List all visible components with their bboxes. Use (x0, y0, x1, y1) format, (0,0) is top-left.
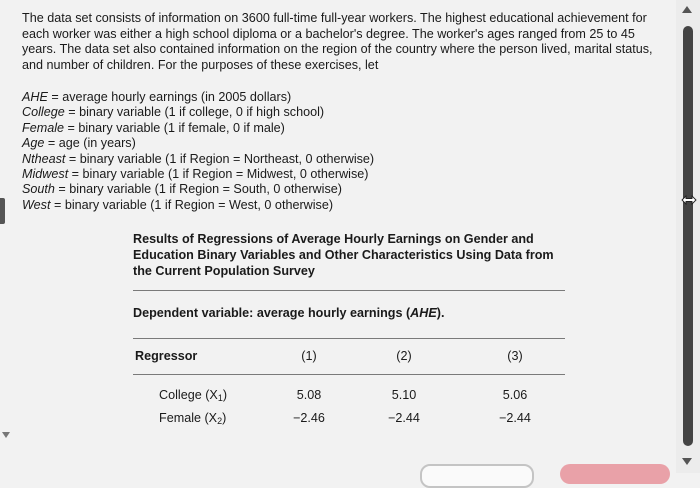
row-female-col3: −2.44 (499, 411, 531, 425)
var-name: College (22, 105, 65, 120)
dependent-prefix: Dependent variable: average hourly earnings ( (133, 306, 411, 320)
dependent-var: AHE (410, 306, 437, 320)
scrollbar-thumb[interactable] (683, 26, 693, 446)
var-desc: = binary variable (1 if Region = West, 0 otherwise) (50, 197, 334, 212)
header-col1: (1) (301, 349, 317, 363)
row-label-sub: 2 (217, 416, 223, 426)
resize-cursor-icon (681, 192, 697, 208)
row-college-col1: 5.08 (296, 388, 322, 402)
var-desc: = binary variable (1 if female, 0 if male) (64, 120, 285, 135)
left-edge-marker (0, 198, 5, 224)
row-female-label (159, 411, 226, 426)
dependent-variable-label (133, 306, 444, 320)
row-label-sub: 1 (217, 393, 223, 403)
row-college-col3: 5.06 (502, 388, 528, 402)
definition-west (22, 198, 442, 213)
variable-definitions (22, 90, 442, 213)
scroll-up-arrow-icon[interactable] (682, 6, 692, 13)
definition-midwest (22, 167, 442, 182)
row-label-close: ) (222, 411, 227, 425)
var-name: Ntheast (22, 151, 66, 166)
row-label-text: College (X (159, 388, 218, 402)
row-female-col1: −2.46 (293, 411, 325, 425)
header-col3: (3) (507, 349, 523, 363)
header-col2: (2) (396, 349, 412, 363)
table-rule-top (133, 290, 565, 291)
scroll-down-arrow-icon[interactable] (682, 458, 692, 465)
var-desc: = binary variable (1 if Region = South, 0 otherwise) (54, 182, 342, 197)
var-desc: = binary variable (1 if Region = Midwest, 0 otherwise) (68, 167, 369, 182)
var-desc: = binary variable (1 if Region = Northeast, 0 otherwise) (65, 151, 375, 166)
definition-age (22, 136, 442, 151)
var-name: AHE (22, 90, 48, 104)
table-rule-header (133, 374, 565, 375)
definition-college (22, 105, 442, 120)
var-desc: = average hourly earnings (in 2005 dollars) (47, 90, 292, 104)
var-desc: = age (in years) (44, 136, 136, 151)
secondary-button[interactable] (420, 464, 534, 488)
row-college-col2: 5.10 (391, 388, 417, 402)
var-desc: = binary variable (1 if college, 0 if high school) (64, 105, 325, 120)
definition-ahe (22, 90, 442, 105)
table-rule-mid (133, 338, 565, 339)
definition-female (22, 121, 442, 136)
row-label-close: ) (222, 388, 228, 402)
var-name: Midwest (22, 167, 69, 182)
definition-south (22, 182, 442, 197)
var-name: South (22, 182, 55, 197)
table-title: Results of Regressions of Average Hourly Earnings on Gender and Education Binary Variables and Other Characteristics Using Data from the Current Population Survey (133, 232, 554, 278)
definition-ntheast (22, 152, 442, 167)
row-female-col2: −2.44 (388, 411, 420, 425)
var-name: Female (22, 120, 64, 135)
header-regressor: Regressor (135, 349, 198, 363)
row-label-text: Female (X (159, 411, 218, 425)
row-college-label (159, 388, 227, 403)
var-name: Age (22, 136, 45, 151)
dependent-suffix: ). (436, 306, 445, 320)
left-chevron-down-icon (2, 432, 10, 438)
primary-button[interactable] (560, 464, 670, 484)
var-name: West (22, 197, 51, 212)
intro-paragraph: The data set consists of information on 3600 full-time full-year workers. The highest educational achievement for each worker was either a high school diploma or a bachelor's degree. The worker's ages ranged from 25 to 45 years. The data set also contained information on the region of the country where the person lived, marital status, and number of children. For the purposes of these exercises, let (22, 11, 653, 72)
